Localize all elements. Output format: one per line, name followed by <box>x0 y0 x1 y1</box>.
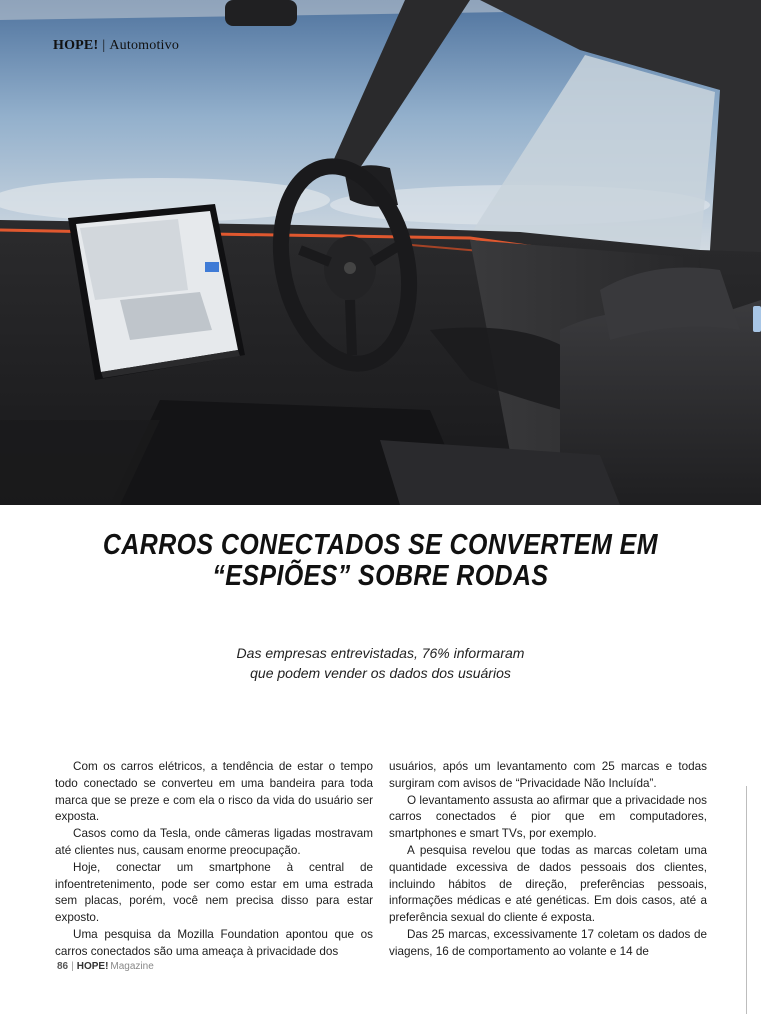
section-name: Automotivo <box>109 38 180 53</box>
footer-magazine-label: Magazine <box>110 961 154 972</box>
paragraph: Com os carros elétricos, a tendência de estar o tempo todo conectado se converteu em uma bandeira para toda marca que se preze e com ela o risco da vida do usuário ser exposta. <box>55 760 373 824</box>
article-title <box>53 530 707 592</box>
touchscreen-display <box>68 204 245 380</box>
page-footer <box>57 961 154 972</box>
rear-view-mirror <box>225 0 297 26</box>
paragraph: O levantamento assusta ao afirmar que a privacidade nos carros conectados é pior que em computadores, smartphones e smart TVs, por exemplo. <box>389 793 707 841</box>
paragraph: usuários, após um levantamento com 25 marcas e todas surgiram com avisos de “Privacidade Não Incluída”. <box>389 760 707 790</box>
article-title-line-2: “ESPIÕES” SOBRE RODAS <box>212 560 549 592</box>
footer-separator: | <box>71 961 74 972</box>
article-title-line-1: CARROS CONECTADOS SE CONVERTEM EM <box>102 529 658 561</box>
brand-separator: | <box>102 38 106 53</box>
article-column-left <box>55 759 373 961</box>
paragraph: Casos como da Tesla, onde câmeras ligadas mostravam até clientes nus, causam enorme preocupação. <box>55 827 373 857</box>
edge-tab <box>753 306 761 332</box>
page-number: 86 <box>57 961 69 972</box>
paragraph: Das 25 marcas, excessivamente 17 coletam os dados de viagens, 16 de comportamento ao volante e 14 de <box>389 927 707 958</box>
paragraph: Uma pesquisa da Mozilla Foundation apontou que os carros conectados são uma ameaça à privacidade dos <box>55 927 373 958</box>
hero-photo <box>0 0 761 505</box>
paragraph: Hoje, conectar um smartphone à central de infoentretenimento, pode ser como estar em uma estrada sem placas, porém, você nem precisa disso para estar exposto. <box>55 860 373 925</box>
article-subtitle-line-1: Das empresas entrevistadas, 76% informaram <box>236 645 525 661</box>
magazine-section-label <box>53 38 179 54</box>
footer-brand: HOPE! <box>76 961 109 972</box>
brand-name: HOPE! <box>53 38 99 53</box>
article-subtitle-line-2: que podem vender os dados dos usuários <box>250 665 511 681</box>
paragraph: A pesquisa revelou que todas as marcas coletam uma quantidade excessiva de dados pessoais dos clientes, incluindo hábitos de direção, preferências pessoais, informações médicas e até genéticas. Em dois casos, até a preferência sexual do cliente é exposta. <box>389 843 707 925</box>
column-divider-line <box>746 786 747 1014</box>
article-column-right <box>389 759 707 961</box>
article-subtitle <box>0 643 761 683</box>
car-interior-illustration <box>0 0 761 505</box>
